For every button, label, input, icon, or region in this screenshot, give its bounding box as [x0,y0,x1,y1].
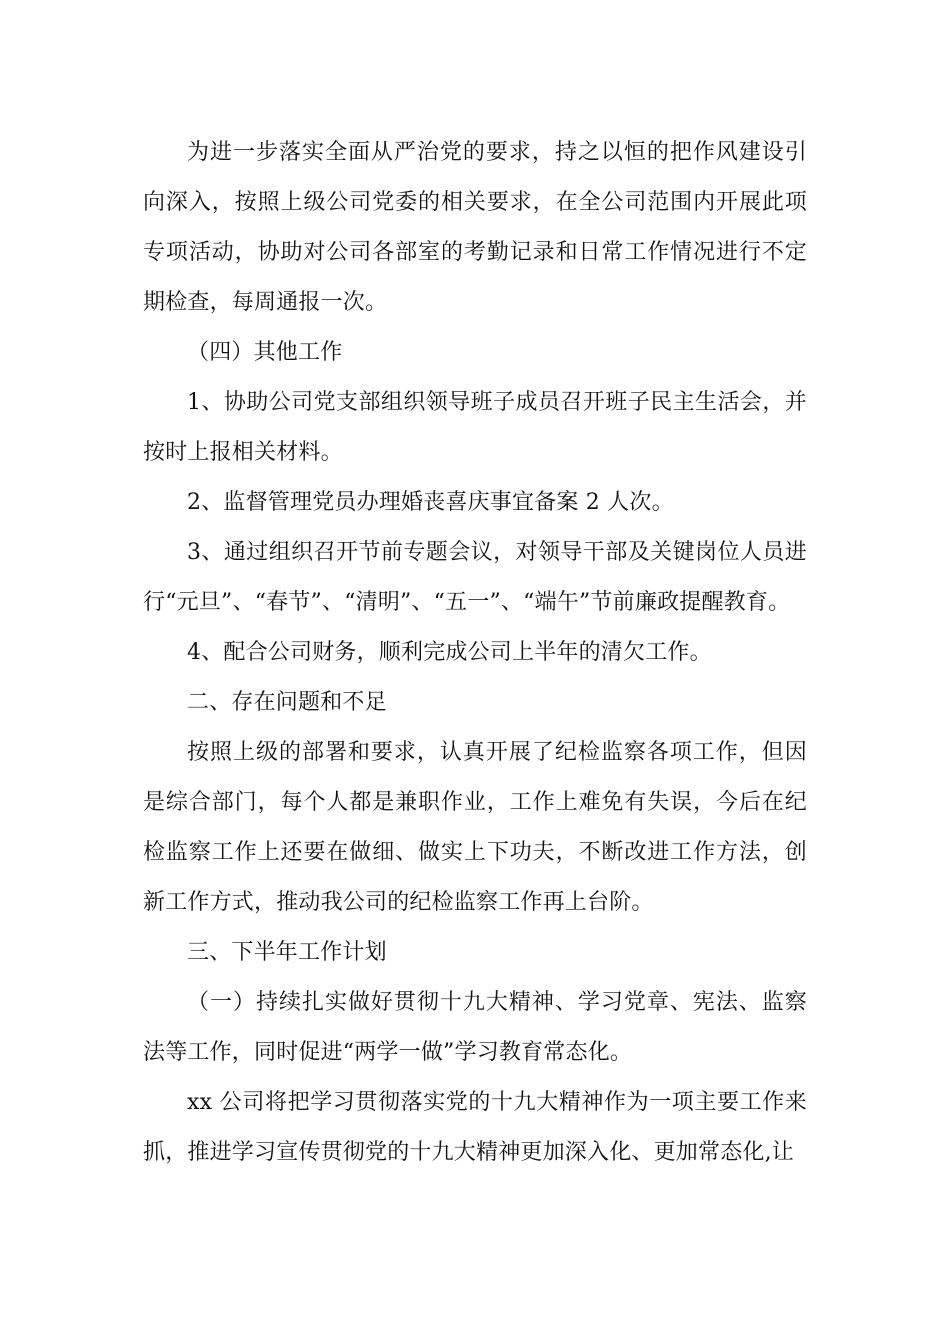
paragraph-plan-detail: xx 公司将把学习贯彻落实党的十九大精神作为一项主要工作来抓，推进学习宣传贯彻党的十九大精神更加深入化、更加常态化,让 [143,1090,807,1165]
heading-plan: 三、下半年工作计划 [187,940,387,965]
paragraph-item-4: 4、配合公司财务，顺利完成公司上半年的清欠工作。 [187,640,712,665]
paragraph-item-1: 1、协助公司党支部组织领导班子成员召开班子民主生活会，并按时上报相关材料。 [143,390,807,465]
heading-other-work: （四）其他工作 [187,340,343,365]
heading-problems: 二、存在问题和不足 [187,690,387,715]
paragraph-item-2: 2、监督管理党员办理婚丧喜庆事宜备案 2 人次。 [187,490,674,515]
paragraph-problems: 按照上级的部署和要求，认真开展了纪检监察各项工作，但因是综合部门，每个人都是兼职作业，工作上难免有失误，今后在纪检监察工作上还要在做细、做实上下功夫，不断改进工作方法，创新工作方式，推动我公司的纪检监察工作再上台阶。 [143,740,807,915]
paragraph-work-style: 为进一步落实全面从严治党的要求，持之以恒的把作风建设引向深入，按照上级公司党委的相关要求，在全公司范围内开展此项专项活动，协助对公司各部室的考勤记录和日常工作情况进行不定期检查，每周通报一次。 [143,140,807,315]
paragraph-plan-1: （一）持续扎实做好贯彻十九大精神、学习党章、宪法、监察法等工作，同时促进“两学一做”学习教育常态化。 [143,990,807,1065]
document-body [143,128,807,1178]
paragraph-item-3: 3、通过组织召开节前专题会议，对领导干部及关键岗位人员进行“元旦”、“春节”、“清明”、“五一”、“端午”节前廉政提醒教育。 [143,540,807,615]
